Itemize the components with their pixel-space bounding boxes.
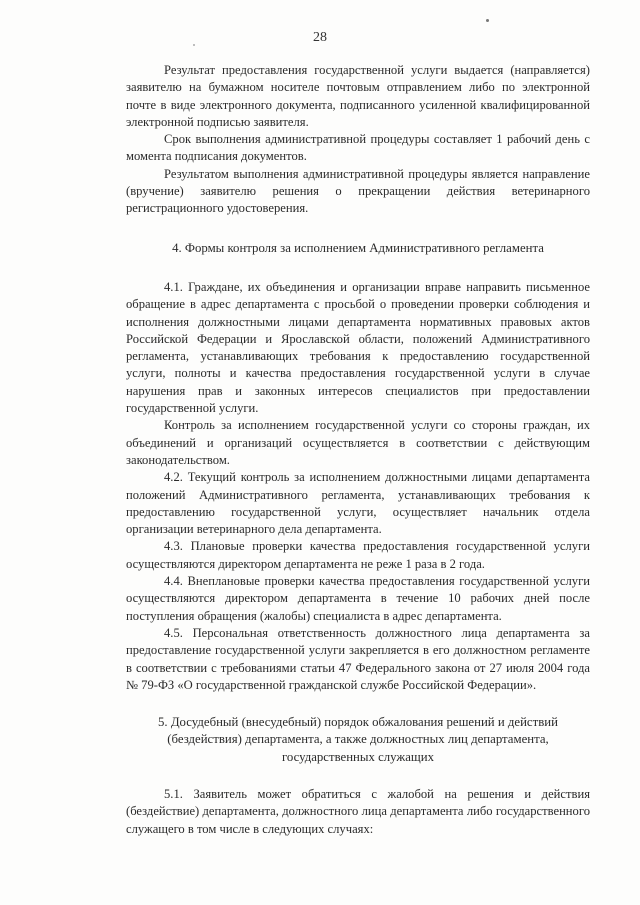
paragraph-4-4: 4.4. Внеплановые проверки качества предоставления государственной услуги осуществляются директором департамента в течение 10 рабочих дней после поступления обращения (жалобы) специалиста в адрес департамента. (126, 574, 590, 623)
paragraph-4-5: 4.5. Персональная ответственность должностного лица департамента за предоставление государственной услуги закрепляется в его должностном регламенте в соответствии с требованиями статьи 47 Федерального закона от 27 июля 2004 года № 79-ФЗ «О государственной гражданской службе Российской Федерации». (126, 625, 590, 692)
scan-speck (486, 19, 489, 22)
section-4-title: 4. Формы контроля за исполнением Административного регламента (172, 240, 544, 255)
paragraph-4-3: 4.3. Плановые проверки качества предоставления государственной услуги осуществляются директором департамента не реже 1 раза в 2 года. (126, 539, 590, 571)
section-5-title-line: (бездействия) департамента, а также должностных лиц департамента, (167, 732, 549, 747)
section-5-title-line: 5. Досудебный (внесудебный) порядок обжалования решений и действий (158, 715, 558, 730)
section-5-title (126, 714, 590, 766)
document-body (126, 62, 590, 838)
paragraph-outcome: Результатом выполнения административной процедуры является направление (вручение) заявителю решения о прекращении действия ветеринарного регистрационного удостоверения. (126, 166, 590, 216)
scan-speck (193, 44, 195, 46)
paragraph-result: Результат предоставления государственной услуги выдается (направляется) заявителю на бумажном носителе почтовым отправлением либо по электронной почте в виде электронного документа, подписанного усиленной квалифицированной электронной подписью заявителя. (126, 63, 590, 129)
paragraph-4-1: 4.1. Граждане, их объединения и организации вправе направить письменное обращение в адрес департамента с просьбой о проведении проверки соблюдения и исполнения должностными лицами департамента нормативных правовых актов Российской Федерации и Ярославской области, положений Административного регламента, устанавливающих требования к предоставлению государственной услуги, полноты и качества предоставления государственной услуги в случае нарушения прав и законных интересов специалистов при предоставлении государственной услуги. (126, 279, 590, 416)
paragraph-4-2: 4.2. Текущий контроль за исполнением должностными лицами департамента положений Административного регламента, устанавливающих требования к предоставлению государственной услуги, осуществляет начальник отдела организации ветеринарного дела департамента. (126, 470, 590, 537)
paragraph-deadline: Срок выполнения административной процедуры составляет 1 рабочий день с момента подписания документов. (126, 132, 590, 164)
paragraph-5-1: 5.1. Заявитель может обратиться с жалобой на решения и действия (бездействие) департамента, должностного лица департамента либо государственного служащего в том числе в следующих случаях: (126, 786, 590, 836)
section-5-title-line: государственных служащих (281, 749, 435, 764)
page-number: 28 (313, 30, 327, 45)
paragraph-4-1-control: Контроль за исполнением государственной услуги со стороны граждан, их объединений и организаций осуществляется в соответствии с действующим законодательством. (126, 418, 590, 467)
